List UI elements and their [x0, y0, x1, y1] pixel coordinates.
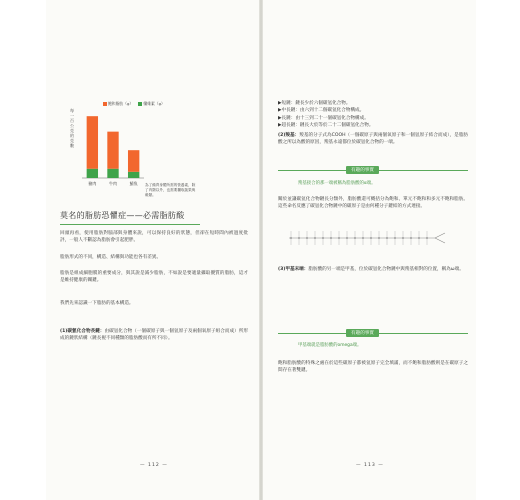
right-item-3-text: 脂肪酸的另一端是甲基，位於碳氫化合物鏈中與羧基相對的位置，稱為ω端。 — [308, 267, 464, 272]
left-page — [46, 0, 260, 500]
x-tick-label-1: 牛肉 — [109, 181, 117, 186]
bar-fat-0 — [87, 116, 98, 169]
legend-label-fiber: 纖維素（g） — [143, 101, 165, 106]
left-paragraph-4: 我們先來認識一下脂肪的基本構造。 — [60, 301, 134, 306]
page-number-left: — 112 — — [140, 463, 168, 468]
right-item-3-title: (3)甲基末端： — [278, 267, 309, 272]
x-tick-label-2: 鯖魚 — [129, 181, 138, 186]
left-paragraph-2: 脂肪形式的不同，構造、結構與功能也各有差異。 — [60, 255, 162, 260]
x-tick-label-0: 豬肉 — [88, 181, 97, 186]
chart-caption: 為了備齊身體所需的營養素，除了肉類以外，也需要攝取蔬果與穀類。 — [145, 183, 196, 197]
legend-swatch-fat — [103, 102, 107, 106]
page-number-right: — 113 — — [356, 463, 384, 468]
left-item-1 — [60, 328, 248, 343]
fatty-acid-diagram — [285, 228, 465, 248]
bar-fiber-0 — [87, 169, 98, 178]
nutrition-bar-chart — [76, 108, 146, 188]
left-item-1-title: (1)碳氫化合物長鏈： — [60, 329, 105, 334]
chart-ylabel: 每一百公克的克數 — [70, 108, 74, 148]
right-item-long: ▶長鏈：由十三到二十一個碳氫化合物構成。 — [278, 115, 369, 121]
right-item-2 — [278, 132, 468, 147]
bar-fiber-2 — [128, 172, 139, 178]
book-gutter — [259, 0, 263, 500]
left-paragraph-3: 脂肪是組成細胞膜的重要成分，與其說是減少脂肪，不如說是要適量攝取優質的脂肪，這才是維持健康的關鍵。 — [60, 271, 248, 284]
fact2-badge: 有趣的事實 — [346, 329, 379, 337]
right-item-medium: ▶中長鏈：由六到十二個碳氫化合物構成。 — [278, 108, 365, 114]
fact1-badge: 有趣的事實 — [346, 166, 379, 174]
right-page — [262, 0, 476, 500]
chart-legend — [102, 101, 165, 107]
right-paragraph-2: 關於並讓碳氫化合物鏈長分類外，脂肪酸還可概括分為飽和、單元不飽和和多元不飽和脂肪。這些命名反應了碳氫化合物鏈中的碳原子是由何種分子鍵結的方式連接。 — [278, 197, 468, 210]
left-paragraph-1: 回頭再看，使用脂肪對腦部與身體來說，可以保持良好的狀態，但卻在短時間內被過度批評，一般人不斷認為脂肪會引起肥胖。 — [60, 231, 248, 244]
section-rule — [60, 224, 200, 225]
right-item-list — [278, 100, 468, 130]
right-item-very-long: ▶超長鏈：鏈長大於等於二十二個碳氫化合物。 — [278, 123, 374, 129]
left-item-1-text: 由碳氫化合物（一個碳原子與一個氫原子及兩個氧原子組合而成）所形成的鏈狀結構（鏈長視不同種類的脂肪酸而有所不同）。 — [60, 329, 248, 342]
right-item-2-text: 羧基的分子式為COOH（一個碳原子與兩個氧原子和一個氫原子結合而成），是脂肪酸之所以為酸的原因，羧基永遠都位於碳氫化合物的一端。 — [278, 133, 468, 146]
right-item-2-title: (2)羧基： — [278, 133, 300, 138]
fact1-note: 羧基接合的那一端被稱為脂肪酸的α端。 — [298, 181, 376, 186]
right-item-3 — [278, 266, 468, 273]
bar-fiber-1 — [107, 169, 118, 178]
bar-fat-2 — [128, 150, 139, 172]
bar-fat-1 — [107, 132, 118, 169]
legend-label-fat: 飽和脂肪（g） — [108, 101, 134, 106]
right-paragraph-3: 飽和脂肪酸的特殊之處在於這些碳原子都被氫原子完全填滿，而不飽和脂肪酸則是在碳原子之間存在著雙鍵。 — [278, 361, 468, 374]
section-title: 莫名的脂肪恐懼症——必需脂肪酸 — [60, 211, 185, 220]
right-item-short: ▶短鏈：鏈長少於六個碳氫化合物。 — [278, 101, 351, 106]
fact2-note: 甲基端就是脂肪酸的omega端。 — [298, 343, 362, 348]
legend-swatch-fiber — [138, 102, 142, 106]
